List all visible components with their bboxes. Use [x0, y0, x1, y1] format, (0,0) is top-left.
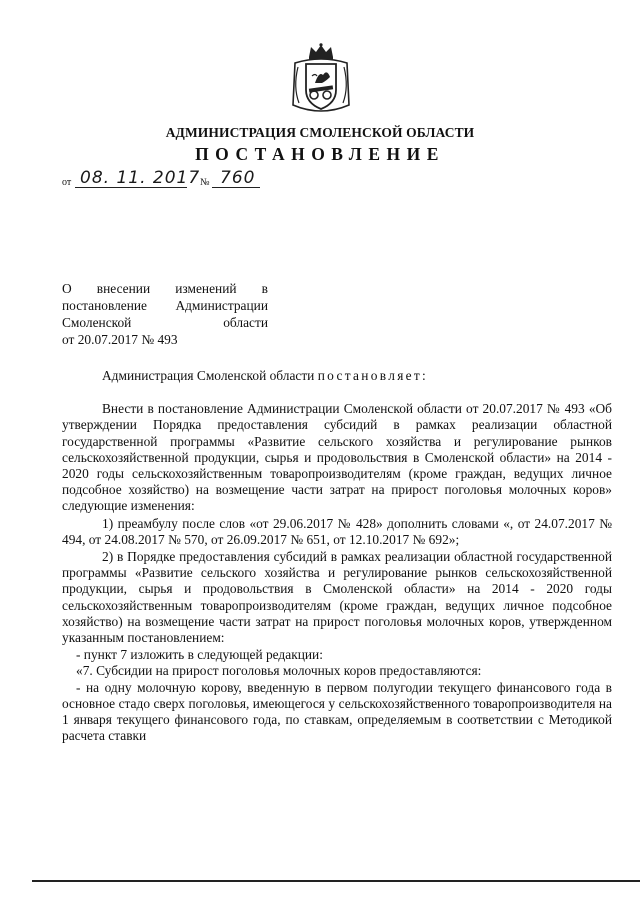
document-body	[62, 368, 612, 744]
paragraph-main: Внести в постановление Администрации Смоленской области от 20.07.2017 № 493 «Об утверждении Порядка предоставления субсидий в рамках реализации областной государственной программы «Развитие сельского хозяйства и регулирование рынков сельскохозяйственной продукции, сырья и продовольствия в Смоленской области» на 2014 - 2020 годы сельскохозяйственным товаропроизводителям (кроме граждан, ведущих личное подсобное хозяйство) на возмещение части затрат на прирост поголовья молочных коров» следующие изменения:	[62, 401, 612, 514]
date-value: 08. 11. 2017	[80, 168, 201, 188]
title-line: от 20.07.2017 № 493	[62, 332, 178, 347]
date-number-line	[62, 168, 302, 190]
bottom-divider	[32, 880, 640, 882]
decree-verb: постановляет:	[317, 368, 429, 383]
paragraph-item-2: 2) в Порядке предоставления субсидий в рамках реализации областной государственной программы «Развитие сельского хозяйства и регулирование рынков сельскохозяйственной продукции, сырья и продовольствия в Смоленской области» на 2014 - 2020 годы сельскохозяйственным товаропроизводителям (кроме граждан, ведущих личное подсобное хозяйство) на возмещение части затрат на прирост поголовья молочных коров, утвержденном указанным постановлением:	[62, 549, 612, 646]
number-value: 760	[220, 168, 256, 188]
title-line: постановление Администрации	[62, 298, 268, 313]
document-type: ПОСТАНОВЛЕНИЕ	[195, 144, 445, 164]
paragraph-point-7-intro: - пункт 7 изложить в следующей редакции:	[76, 647, 323, 663]
number-prefix: №	[200, 177, 210, 188]
date-prefix: от	[62, 177, 72, 188]
decree-line	[62, 368, 612, 384]
title-line: Смоленской области	[62, 315, 268, 330]
smolensk-coat-of-arms-icon	[289, 43, 353, 117]
document-title	[62, 280, 268, 348]
organization-name: АДМИНИСТРАЦИЯ СМОЛЕНСКОЙ ОБЛАСТИ	[165, 125, 475, 140]
decree-subject: Администрация Смоленской области	[102, 368, 318, 383]
paragraph-item-1: 1) преамбулу после слов «от 29.06.2017 № 428» дополнить словами «, от 24.07.2017 № 494, от 24.08.2017 № 570, от 26.09.2017 № 651, от 12.10.2017 № 692»;	[62, 515, 612, 547]
title-line: О внесении изменений в	[62, 281, 268, 296]
paragraph-point-7: «7. Субсидии на прирост поголовья молочных коров предоставляются:	[76, 663, 482, 679]
paragraph-point-7-subitem: - на одну молочную корову, введенную в первом полугодии текущего финансового года в основное стадо сверх поголовья, имеющегося у сельскохозяйственного товаропроизводителя на 1 января текущего финансового года, по ставкам, определяемым в соответствии с Методикой расчета ставки	[62, 679, 612, 744]
